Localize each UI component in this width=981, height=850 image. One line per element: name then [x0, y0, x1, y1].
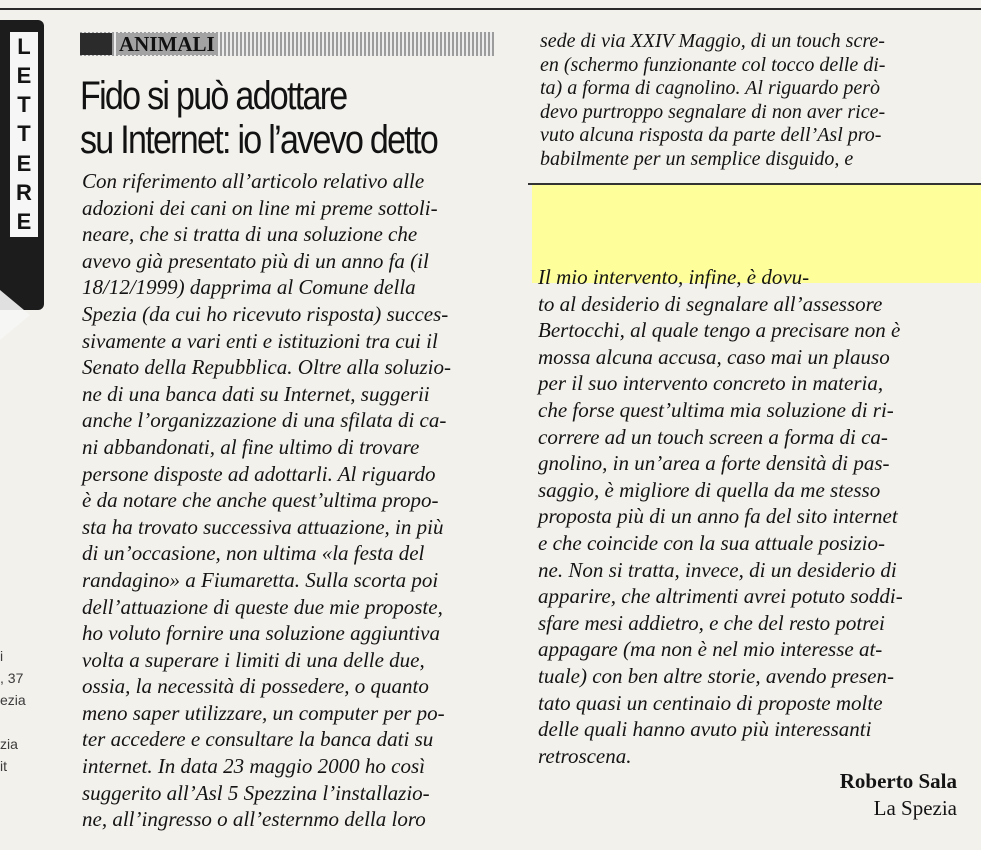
- text-line: per il suo intervento concreto in materia,: [538, 371, 884, 396]
- rubric-label: ANIMALI: [116, 33, 218, 55]
- edge-fragment: ezia: [0, 692, 26, 708]
- text-line: sta ha trovato successiva attuazione, in più: [82, 514, 444, 539]
- text-line: e che coincide con la sua attuale posizio-: [538, 530, 886, 555]
- article-column-right-bottom: [538, 264, 963, 769]
- text-line: che forse quest’ultima mia soluzione di ri-: [538, 397, 894, 422]
- text-line: volta a superare i limiti di una delle due,: [82, 647, 425, 672]
- top-rule: [0, 8, 981, 10]
- rubric-square-icon: [80, 33, 112, 55]
- text-line: vuto alcuna risposta da parte dell’Asl pro-: [540, 124, 882, 147]
- edge-fragment: zia: [0, 736, 18, 752]
- text-line: Senato della Repubblica. Oltre alla soluzio-: [82, 355, 452, 380]
- lettere-side-tab: [0, 20, 44, 310]
- text-line: tato quasi un centinaio di proposte molte: [538, 690, 883, 715]
- text-line: ne. Non si tratta, invece, di un desiderio di: [538, 557, 897, 582]
- edge-fragment: it: [0, 758, 7, 774]
- column-cut-rule: [528, 183, 981, 185]
- text-line: suggerito all’Asl 5 Spezzina l’installazio-: [82, 780, 430, 805]
- headline-line: su Internet: io l’avevo detto: [80, 118, 438, 162]
- text-line: ne di una banca dati su Internet, suggerii: [82, 381, 430, 406]
- headline: [80, 74, 446, 162]
- author-name: Roberto Sala: [839, 769, 957, 793]
- headline-line: Fido si può adottare: [80, 74, 347, 118]
- text-line: ta) a forma di cagnolino. Al riguardo però: [540, 77, 880, 100]
- text-line: gnolino, in un’area a forte densità di pas-: [538, 451, 890, 476]
- text-line: sfare mesi addietro, e che del resto potrei: [538, 610, 885, 635]
- text-line: ter accedere e consultare la banca dati su: [82, 727, 434, 752]
- side-tab-arrow-icon: [0, 290, 30, 340]
- text-line: proposta più di un anno fa del sito internet: [538, 504, 898, 529]
- text-line: Con riferimento all’articolo relativo alle: [82, 169, 425, 193]
- text-line: 18/12/1999) dapprima al Comune della: [82, 275, 416, 300]
- text-line: neare, che si tratta di una soluzione che: [82, 222, 418, 247]
- text-line: è da notare che anche quest’ultima propo-: [82, 488, 439, 513]
- article-column-right-top: [540, 30, 960, 172]
- text-line: sede di via XXIV Maggio, di un touch scre-: [540, 30, 885, 52]
- text-line: ho voluto fornire una soluzione aggiuntiva: [82, 621, 440, 646]
- side-tab-letter: E: [16, 209, 32, 235]
- article-column-left: [82, 168, 504, 833]
- text-line: sivamente a vari enti e istituzioni tra cui il: [82, 328, 438, 353]
- text-line: di un’occasione, non ultima «la festa del: [82, 541, 425, 566]
- text-line: delle quali hanno avuto più interessanti: [538, 717, 872, 742]
- side-tab-letter: R: [16, 180, 32, 206]
- text-line: Il mio intervento, infine, è dovu-: [538, 265, 810, 289]
- text-line: babilmente per un semplice disguido, e: [540, 147, 854, 170]
- edge-fragment: [0, 711, 36, 733]
- text-line: devo purtroppo segnalare di non aver rice-: [540, 100, 886, 123]
- text-line: to al desiderio di segnalare all’assessore: [538, 291, 883, 316]
- text-line: Bertocchi, al quale tengo a precisare non è: [538, 318, 901, 343]
- text-line: internet. In data 23 maggio 2000 ho così: [82, 754, 425, 779]
- edge-fragment: , 37: [0, 670, 24, 686]
- side-tab-letter: L: [17, 33, 31, 59]
- text-line: ne, all’ingresso o all’esternmo della loro: [82, 807, 426, 832]
- text-line: saggio, è migliore di quella da me stesso: [538, 477, 881, 502]
- signature-block: [840, 768, 957, 822]
- text-line: mossa alcuna accusa, caso mai un plauso: [538, 344, 890, 369]
- text-line: tuale) con ben altre storie, avendo presen-: [538, 663, 894, 688]
- text-line: apparire, che altrimenti avrei potuto soddi-: [538, 584, 903, 609]
- text-line: randagino» a Fiumaretta. Sulla scorta poi: [82, 567, 439, 592]
- text-line: dell’attuazione di queste due mie proposte,: [82, 594, 443, 619]
- cropped-edge-text: [0, 645, 36, 777]
- side-tab-letter: E: [16, 62, 32, 88]
- text-line: adozioni dei cani on line mi preme sottoli-: [82, 195, 438, 220]
- side-tab-letter: T: [17, 92, 31, 118]
- text-line: appagare (ma non è nel mio interesse at-: [538, 637, 883, 662]
- text-line: correre ad un touch screen a forma di ca-: [538, 424, 888, 449]
- text-line: persone disposte ad adottarli. Al riguardo: [82, 461, 436, 486]
- side-tab-letter: T: [17, 121, 31, 147]
- edge-fragment: i: [0, 648, 4, 664]
- text-line: ni abbandonati, al fine ultimo di trovare: [82, 434, 420, 459]
- text-line: Spezia (da cui ho ricevuto risposta) succes-: [82, 301, 449, 326]
- section-rubric: [80, 32, 494, 56]
- text-line: avevo già presentato più di un anno fa (il: [82, 248, 429, 273]
- text-line: retroscena.: [538, 743, 632, 768]
- text-line: ossia, la necessità di possedere, o quanto: [82, 674, 429, 699]
- side-tab-letters: [10, 32, 38, 237]
- text-line: anche l’organizzazione di una sfilata di ca-: [82, 408, 447, 433]
- text-line: en (schermo funzionante col tocco delle di-: [540, 53, 886, 76]
- text-line: meno saper utilizzare, un computer per po-: [82, 700, 445, 725]
- side-tab-letter: E: [16, 150, 32, 176]
- author-city: La Spezia: [873, 796, 957, 820]
